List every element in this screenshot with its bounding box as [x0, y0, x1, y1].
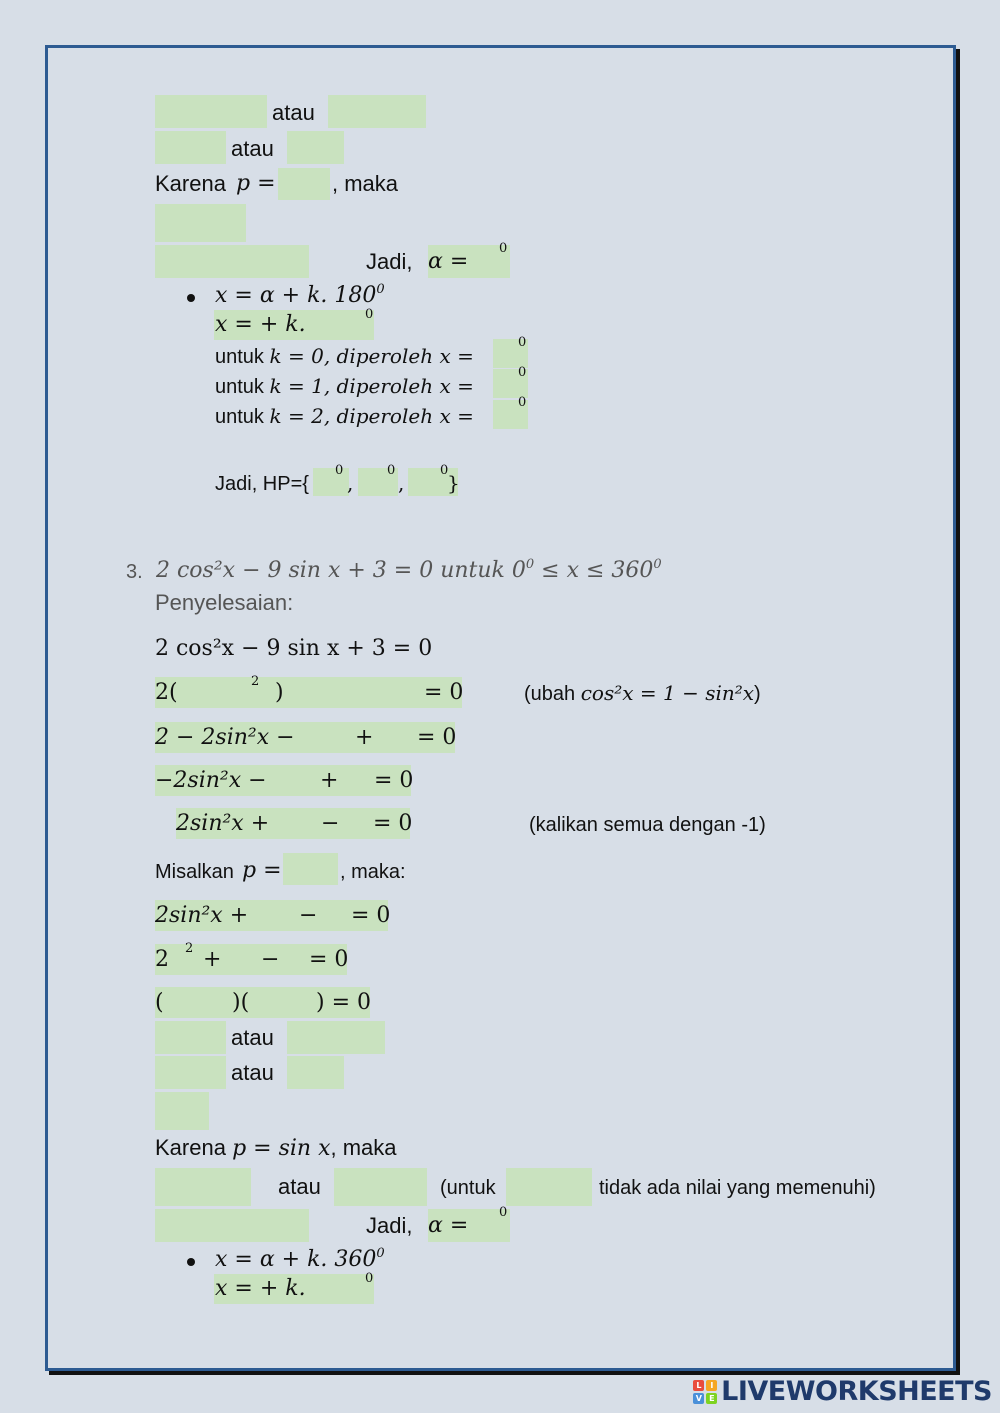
answer-box[interactable] — [155, 204, 246, 242]
degree-sign: 0 — [387, 463, 396, 478]
answer-box[interactable] — [155, 1168, 251, 1206]
answer-box[interactable] — [334, 1168, 427, 1206]
eq3-left: 2 − 2sin²x − — [155, 725, 295, 750]
answer-box[interactable] — [155, 677, 462, 708]
atau-label: atau — [278, 1174, 321, 1199]
equation-line: 2 cos²x − 9 sin x + 3 = 0 — [155, 636, 433, 661]
formula-360: x = α + k. $360^0$ — [215, 1246, 385, 1272]
answer-box[interactable] — [328, 95, 426, 128]
answer-box[interactable] — [287, 1056, 344, 1089]
answer-box[interactable] — [278, 168, 330, 200]
formula-180: x = α + k. $180^0$ — [215, 282, 385, 308]
answer-box[interactable] — [155, 245, 309, 278]
hp-close: } — [447, 471, 460, 495]
worksheet-page — [45, 45, 956, 1371]
degree-sign: 0 — [335, 463, 344, 478]
plus-sign: + — [203, 947, 222, 972]
eq6-left: 2sin²x + — [155, 903, 249, 928]
hp-separator: , — [398, 471, 405, 495]
answer-box[interactable] — [287, 131, 344, 164]
logo-mark-icon: L I V E — [693, 1380, 717, 1404]
eq7-square: 2 — [185, 941, 194, 956]
equals-zero: = 0 — [351, 903, 391, 928]
liveworksheets-logo — [693, 1376, 992, 1407]
degree-sign: 0 — [518, 335, 527, 350]
jadi-hp-label: Jadi, HP={ — [215, 473, 309, 495]
logo-text: LIVEWORKSHEETS — [721, 1376, 992, 1407]
plus-sign: + — [355, 725, 374, 750]
x-plus-k: x = + k. — [215, 1276, 306, 1301]
minus-sign: − — [261, 947, 280, 972]
degree-sign: 0 — [365, 1271, 374, 1286]
answer-box[interactable] — [155, 1092, 209, 1130]
answer-box[interactable] — [155, 131, 226, 164]
jadi-label: Jadi, — [366, 1213, 413, 1238]
atau-label: atau — [231, 136, 274, 161]
degree-sign: 0 — [365, 307, 374, 322]
degree-sign: 0 — [518, 395, 527, 410]
p-equals: p = — [236, 171, 276, 196]
x-plus-k: x = + k. — [215, 312, 306, 337]
jadi-label: Jadi, — [366, 249, 413, 274]
paren-mid: )( — [232, 990, 250, 1015]
bullet — [187, 1258, 195, 1266]
tidak-ada-note: tidak ada nilai yang memenuhi) — [599, 1177, 876, 1199]
equals-zero: = 0 — [309, 947, 349, 972]
minus-sign: − — [299, 903, 318, 928]
eq2-square: 2 — [251, 674, 260, 689]
paren-close: ) = 0 — [316, 990, 371, 1015]
k2-line: untuk k = 2, diperoleh x = — [215, 404, 474, 428]
untuk-note-open: (untuk — [440, 1177, 496, 1199]
misalkan-label: Misalkan — [155, 861, 234, 883]
atau-label: atau — [231, 1025, 274, 1050]
maka-label: , maka — [332, 171, 399, 196]
eq5-left: 2sin²x + — [176, 811, 270, 836]
atau-label: atau — [231, 1060, 274, 1085]
answer-box[interactable] — [313, 468, 349, 496]
penyelesaian-label: Penyelesaian: — [155, 590, 294, 615]
karena-label: Karena — [155, 171, 226, 196]
answer-box[interactable] — [155, 1209, 309, 1242]
eq2-open: 2( — [155, 680, 178, 705]
paren-open: ( — [155, 990, 164, 1015]
problem-statement: 2 cos²x − 9 sin x + 3 = 0 untuk $0^0 \le x \le 360^0$ — [156, 557, 662, 583]
bullet — [187, 294, 195, 302]
degree-sign: 0 — [518, 365, 527, 380]
hp-separator: , — [347, 471, 354, 495]
k1-line: untuk k = 1, diperoleh x = — [215, 374, 474, 398]
equals-zero: = 0 — [373, 811, 413, 836]
p-equals: p = — [242, 858, 282, 883]
equals-zero: = 0 — [417, 725, 457, 750]
eq7-coef: 2 — [155, 947, 169, 972]
maka-colon-label: , maka: — [340, 861, 406, 883]
equals-zero: = 0 — [374, 768, 414, 793]
equals-zero: = 0 — [424, 680, 464, 705]
plus-sign: + — [320, 768, 339, 793]
atau-label: atau — [272, 100, 315, 125]
answer-box[interactable] — [155, 95, 267, 128]
problem-number: 3. — [126, 561, 143, 583]
degree-sign: 0 — [499, 1205, 508, 1220]
degree-sign: 0 — [440, 463, 449, 478]
k0-line: untuk k = 0, diperoleh x = — [215, 344, 474, 368]
alpha-equals: α = — [428, 249, 469, 274]
karena-sin-line: Karena p = sin x, maka — [155, 1135, 397, 1161]
degree-sign: 0 — [499, 241, 508, 256]
answer-box[interactable] — [283, 853, 338, 885]
kalikan-note: (kalikan semua dengan -1) — [529, 814, 766, 836]
answer-box[interactable] — [287, 1021, 385, 1054]
answer-box[interactable] — [155, 1056, 226, 1089]
answer-box[interactable] — [506, 1168, 592, 1206]
eq2-close: ) — [275, 680, 284, 705]
ubah-note: (ubah cos²x = 1 − sin²x) — [524, 681, 761, 705]
answer-box[interactable] — [155, 1021, 226, 1054]
eq4-left: −2sin²x − — [155, 768, 267, 793]
minus-sign: − — [321, 811, 340, 836]
alpha-equals: α = — [428, 1213, 469, 1238]
